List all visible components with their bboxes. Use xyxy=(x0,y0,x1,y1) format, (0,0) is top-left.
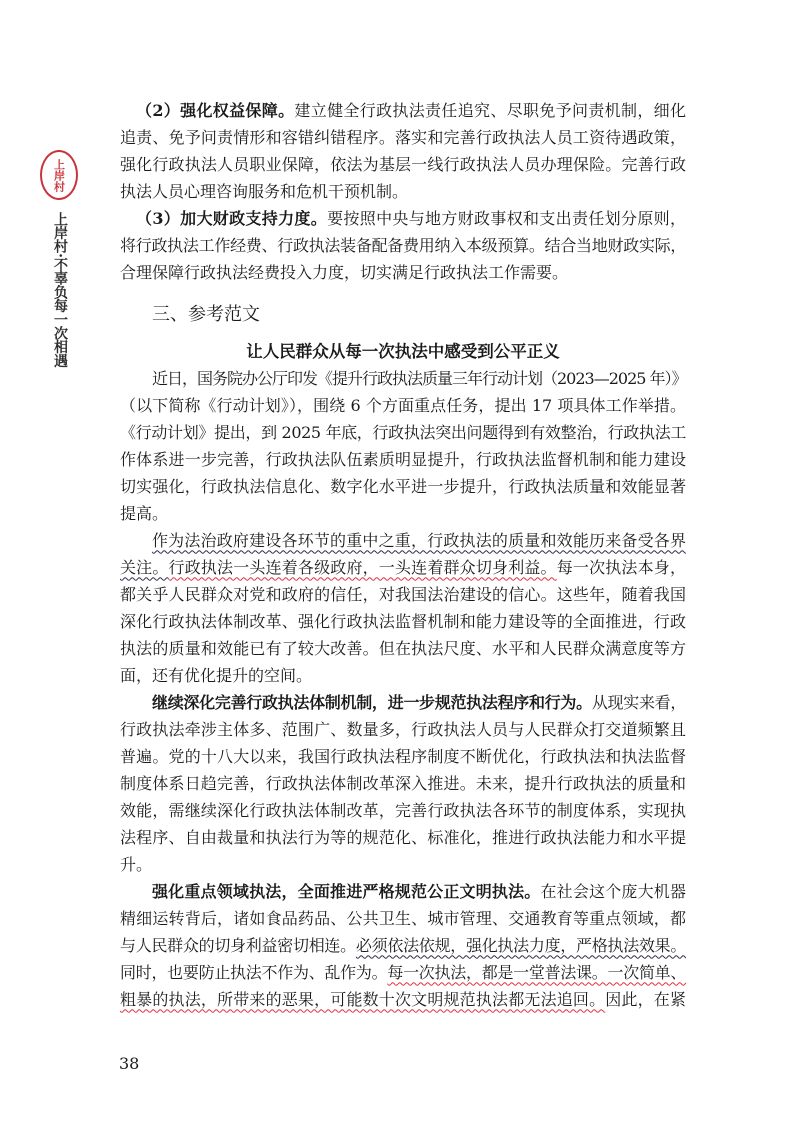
paragraph xyxy=(120,878,686,1013)
body-text: 深化行政执法体制改革、强化行政执法监督机制和能力建设等的全面推进，行政 xyxy=(120,611,686,631)
body-text: 《行动计划》提出，到 2025 年底，行政执法突出问题得到有效整治，行政执法工 xyxy=(120,422,686,442)
body-text: 制度体系日趋完善，行政执法体制改革深入推进。未来，提升行政执法的质量和 xyxy=(120,773,686,793)
text-line xyxy=(120,527,686,554)
body-text: 在社会这个庞大机器 xyxy=(540,881,686,901)
underlined-phrase: 粗暴的执法，所带来的恶果，可能数十次文明规范执法都无法追回。 xyxy=(120,989,606,1009)
body-text: 因此，在紧 xyxy=(605,989,686,1009)
text-line xyxy=(120,824,686,851)
body-text: 法程序、自由裁量和执法行为等的规范化、标准化，推进行政执法能力和水平提 xyxy=(120,827,686,847)
body-text: 升。 xyxy=(120,854,153,874)
seal-logo xyxy=(40,150,78,200)
body-text: 执法人员心理咨询服务和危机干预机制。 xyxy=(120,182,409,201)
text-line xyxy=(120,151,686,178)
bold-lead: 继续深化完善行政执法体制机制，进一步规范执法程序和行为。 xyxy=(152,692,592,712)
text-line xyxy=(120,986,686,1013)
text-line xyxy=(120,205,686,232)
body-text: 将行政执法工作经费、行政执法装备配备费用纳入本级预算。结合当地财政实际， xyxy=(120,236,686,255)
body-text: 执法的质量和效能已有了较大改善。但在执法尺度、水平和人民群众满意度等方 xyxy=(120,638,686,658)
text-line xyxy=(120,608,686,635)
main-text-column xyxy=(120,97,686,1013)
body-text: 精细运转背后，诸如食品药品、公共卫生、城市管理、交通教育等重点领域，都 xyxy=(120,908,686,928)
text-line xyxy=(120,446,686,473)
sidebar-slogan: 上岸村·不辜负每一次相遇 xyxy=(52,212,68,368)
text-line xyxy=(120,473,686,500)
bold-lead: 强化重点领域执法，全面推进严格规范公正文明执法。 xyxy=(152,881,541,901)
body-text: 都关乎人民群众对党和政府的信任，对我国法治建设的信心。这些年，随着我国 xyxy=(120,584,686,604)
text-line xyxy=(120,554,686,581)
text-line xyxy=(120,743,686,770)
body-text: 同时，也要防止执法不作为、乱作为。 xyxy=(120,962,388,982)
body-text: 追责、免予问责情形和容错纠错程序。落实和完善行政执法人员工资待遇政策， xyxy=(120,128,686,147)
body-text: 与人民群众的切身利益密切相连。 xyxy=(120,935,356,955)
body-text: 作体系进一步完善，行政执法队伍素质明显提升，行政执法监督机制和能力建设 xyxy=(120,449,686,469)
body-text: 面，还有优化提升的空间。 xyxy=(120,665,313,685)
body-text: 近日，国务院办公厅印发《提升行政执法质量三年行动计划（2023—2025 年）》 xyxy=(152,368,687,388)
text-line xyxy=(120,365,686,392)
body-text: （以下简称《行动计划》），围绕 6 个方面重点任务，提出 17 项具体工作举措。 xyxy=(120,395,686,415)
paragraph xyxy=(120,205,686,286)
paragraph xyxy=(120,365,686,527)
bold-lead: （3）加大财政支持力度。 xyxy=(136,209,328,228)
text-line xyxy=(120,392,686,419)
body-text: 效能，需继续深化行政执法体制改革，完善行政执法各环节的制度体系，实现执 xyxy=(120,800,686,820)
text-line xyxy=(120,97,686,124)
text-line xyxy=(120,878,686,905)
text-line xyxy=(120,932,686,959)
page-number: 38 xyxy=(119,1054,140,1073)
text-line xyxy=(120,232,686,259)
underlined-phrase: 关注。 xyxy=(120,557,169,577)
text-line xyxy=(120,178,686,205)
text-line xyxy=(120,797,686,824)
text-line xyxy=(120,905,686,932)
underlined-phrase: 行政执法一头连着各级政府，一头连着群众切身利益。 xyxy=(168,557,557,577)
text-line xyxy=(120,662,686,689)
underlined-phrase: 作为法治政府建设各环节的重中之重，行政执法的质量和效能历来备受各界 xyxy=(152,530,686,550)
body-text: 合理保障行政执法经费投入力度，切实满足行政执法工作需要。 xyxy=(120,263,569,282)
paragraph xyxy=(120,527,686,689)
paragraph xyxy=(120,689,686,878)
body-text: 普遍。党的十八大以来，我国行政执法程序制度不断优化，行政执法和执法监督 xyxy=(120,746,686,766)
text-line xyxy=(120,635,686,662)
text-line xyxy=(120,581,686,608)
paragraph xyxy=(120,97,686,205)
text-line xyxy=(120,716,686,743)
article-title: 让人民群众从每一次执法中感受到公平正义 xyxy=(246,341,560,361)
section-heading: 三、参考范文 xyxy=(152,303,260,325)
underlined-phrase: 必须依法依规，强化执法力度，严格执法效果。 xyxy=(355,935,686,955)
body-text: 从现实来看， xyxy=(591,692,686,712)
seal-logo-text: 上岸村 xyxy=(52,158,66,192)
text-line xyxy=(120,259,686,286)
text-line xyxy=(120,419,686,446)
text-line xyxy=(120,770,686,797)
text-line xyxy=(120,124,686,151)
underlined-phrase: 每一次执法，都是一堂普法课。一次简单、 xyxy=(387,962,687,982)
body-text: 要按照中央与地方财政事权和支出责任划分原则， xyxy=(327,209,686,228)
bold-lead: （2）强化权益保障。 xyxy=(136,101,295,120)
body-text: 提高。 xyxy=(120,503,169,523)
body-text: 每一次执法本身， xyxy=(556,557,686,577)
text-line xyxy=(120,500,686,527)
text-line xyxy=(120,689,686,716)
body-text: 行政执法牵涉主体多、范围广、数量多，行政执法人员与人民群众打交道频繁且 xyxy=(120,719,686,739)
text-line xyxy=(120,959,686,986)
text-line xyxy=(120,851,686,878)
body-text: 切实强化，行政执法信息化、数字化水平进一步提升，行政执法质量和效能显著 xyxy=(120,476,686,496)
body-text: 建立健全行政执法责任追究、尽职免予问责机制，细化 xyxy=(294,101,686,120)
body-text: 强化行政执法人员职业保障，依法为基层一线行政执法人员办理保险。完善行政 xyxy=(120,155,686,174)
